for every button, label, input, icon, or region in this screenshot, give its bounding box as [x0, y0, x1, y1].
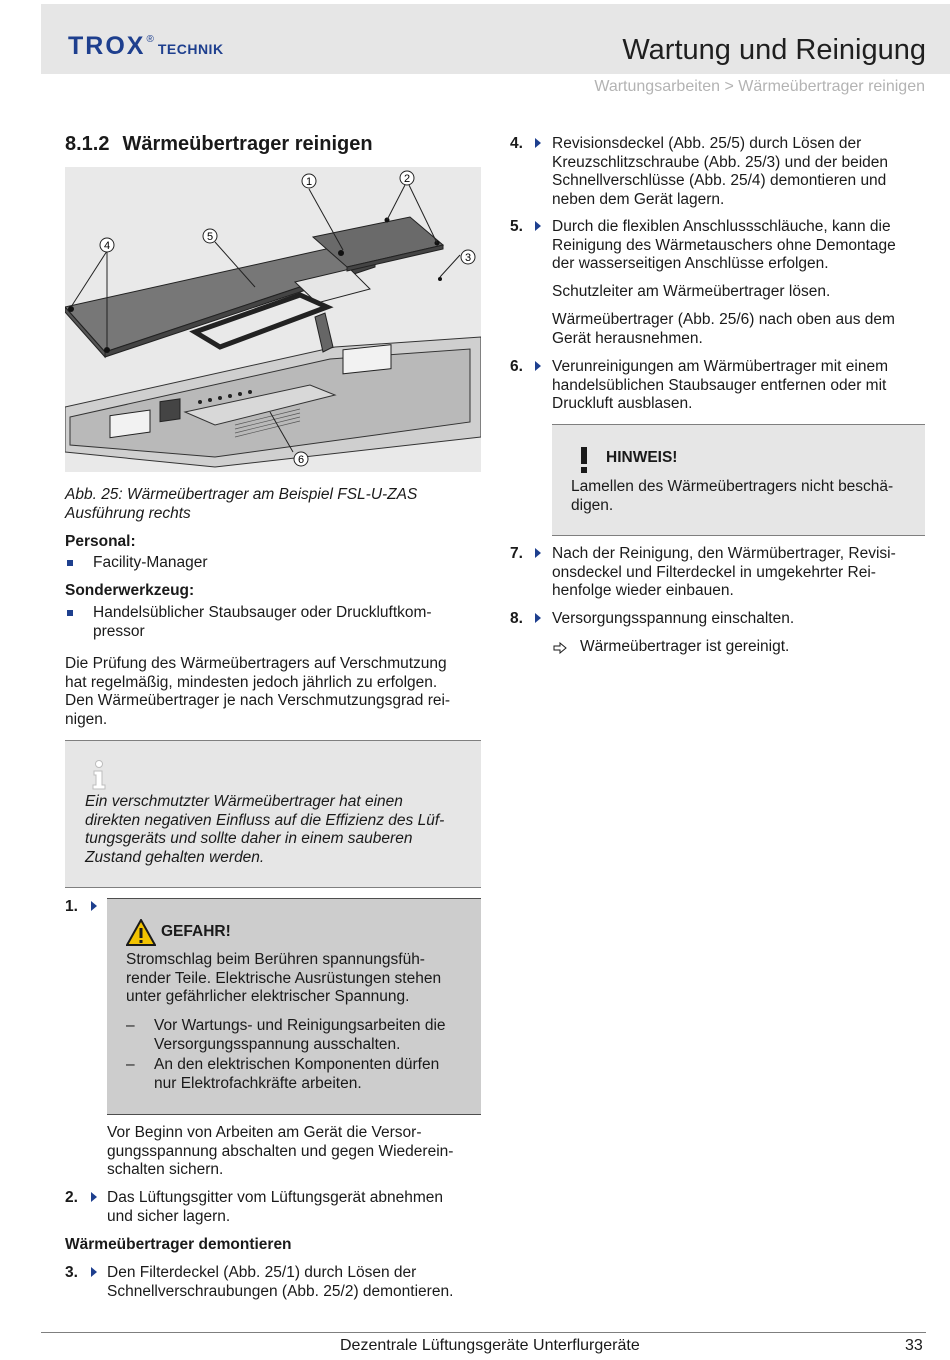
info-icon	[89, 760, 109, 790]
trox-logo	[68, 32, 224, 58]
tools-item-line: pressor	[93, 622, 145, 640]
step-line: Verunreinigungen am Wärmübertrager mit einem	[552, 358, 888, 375]
danger-dash: –	[126, 1056, 135, 1073]
footer-divider	[41, 1332, 926, 1333]
step-8-number: 8.	[510, 610, 523, 627]
step-7-number: 7.	[510, 545, 523, 562]
tools-label: Sonderwerkzeug:	[65, 582, 195, 599]
step-line: und sicher lagern.	[107, 1207, 231, 1225]
intro-line: nigen.	[65, 710, 108, 728]
step-line: handelsüblichen Staubsauger entfernen oder mit	[552, 376, 887, 394]
callout-2	[400, 171, 414, 185]
warning-triangle-icon	[126, 919, 156, 946]
notice-label: HINWEIS!	[606, 449, 678, 466]
step-6-number: 6.	[510, 358, 523, 375]
svg-text:6: 6	[297, 454, 305, 466]
step-5-number: 5.	[510, 218, 523, 235]
logo-subtitle: TECHNIK	[157, 41, 224, 57]
personal-item: Facility-Manager	[93, 554, 208, 571]
step-4-text	[552, 135, 888, 209]
info-text	[85, 793, 444, 867]
danger-item	[154, 1017, 446, 1054]
step-line: henfolge wieder einbauen.	[552, 582, 734, 599]
danger-box	[107, 898, 481, 1115]
bullet-icon	[67, 560, 73, 566]
step-line: schalten sichern.	[107, 1161, 224, 1178]
step-line: Wärmeübertrager (Abb. 25/6) nach oben aus dem	[552, 311, 895, 328]
danger-line: unter gefährlicher elektrischer Spannung.	[126, 988, 410, 1005]
step-4-number: 4.	[510, 135, 523, 152]
svg-text:4: 4	[103, 240, 111, 252]
section-heading	[65, 133, 373, 156]
step-line: Durch die flexiblen Anschlussschläuche, kann die	[552, 218, 891, 235]
logo-word: TROX	[68, 32, 146, 60]
svg-text:5: 5	[206, 231, 214, 243]
step-5-extra-2	[552, 311, 895, 348]
step-arrow-icon	[91, 901, 97, 911]
notice-line: Lamellen des Wärmeübertragers nicht beschä-	[571, 478, 894, 495]
intro-line: Die Prüfung des Wärmeübertragers auf Verschmutzung	[65, 655, 447, 672]
danger-item-line: An den elektrischen Komponenten dürfen	[154, 1056, 440, 1073]
result-arrow-icon	[553, 642, 567, 654]
svg-text:1: 1	[305, 176, 313, 188]
callout-3	[461, 250, 475, 264]
section-number: 8.1.2	[65, 133, 110, 155]
step-1-number: 1.	[65, 898, 78, 915]
notice-line: digen.	[571, 496, 614, 514]
step-line: Das Lüftungsgitter vom Lüftungsgerät abnehmen	[107, 1189, 444, 1206]
svg-text:2: 2	[403, 173, 411, 185]
exclamation-icon	[580, 447, 588, 473]
tools-item-line: Handelsüblicher Staubsauger oder Druckluftkom-	[93, 604, 432, 621]
step-arrow-icon	[535, 613, 541, 623]
step-2-text	[107, 1189, 443, 1226]
intro-line: Den Wärmeübertrager je nach Verschmutzungsgrad rei-	[65, 692, 451, 709]
step-line: Druckluft ausblasen.	[552, 395, 693, 412]
result-text: Wärmeübertrager ist gereinigt.	[580, 638, 790, 655]
step-arrow-icon	[91, 1192, 97, 1202]
danger-dash: –	[126, 1017, 135, 1034]
step-line: der wasserseitigen Anschlüsse erfolgen.	[552, 255, 829, 272]
step-line: Gerät herausnehmen.	[552, 329, 703, 347]
step-1-text	[107, 1124, 453, 1180]
step-line: Kreuzschlitzschraube (Abb. 25/3) und der beiden	[552, 153, 889, 171]
danger-line: render Teile. Elektrische Ausrüstungen stehen	[126, 969, 442, 987]
danger-item-line: Vor Wartungs- und Reinigungsarbeiten die	[154, 1017, 446, 1034]
info-line: tungsgeräts und sollte daher in einem sauberen	[85, 830, 413, 847]
figure-caption	[65, 486, 417, 523]
chapter-title: Wartung und Reinigung	[622, 34, 926, 66]
intro-line: hat regelmäßig, mindesten jedoch jährlich zu erfolgen.	[65, 673, 438, 691]
logo-registered-mark: ®	[146, 34, 154, 45]
device-illustration	[65, 167, 481, 472]
step-5-extra-1: Schutzleiter am Wärmeübertrager lösen.	[552, 283, 831, 300]
callout-5	[203, 229, 217, 243]
danger-item	[154, 1056, 439, 1093]
callout-1	[302, 174, 316, 188]
callout-4	[100, 238, 114, 252]
step-arrow-icon	[535, 548, 541, 558]
danger-item-line: Versorgungsspannung ausschalten.	[154, 1035, 401, 1053]
info-line: Zustand gehalten werden.	[85, 848, 265, 866]
intro-paragraph	[65, 655, 450, 729]
danger-item-line: nur Elektrofachkräfte arbeiten.	[154, 1074, 362, 1092]
step-line: Schnellverschlüsse (Abb. 25/4) demontieren und	[552, 172, 887, 189]
step-line: gungsspannung abschalten und gegen Wiederein-	[107, 1142, 454, 1160]
step-line: Vor Beginn von Arbeiten am Gerät die Versor-	[107, 1124, 422, 1141]
info-box	[65, 740, 481, 888]
step-arrow-icon	[535, 221, 541, 231]
danger-text	[126, 951, 441, 1007]
caption-line: Abb. 25: Wärmeübertrager am Beispiel FSL-U-ZAS	[65, 486, 418, 503]
step-arrow-icon	[91, 1267, 97, 1277]
step-7-text	[552, 545, 896, 601]
subheading-dismount: Wärmeübertrager demontieren	[65, 1236, 292, 1253]
step-line: Den Filterdeckel (Abb. 25/1) durch Lösen der	[107, 1264, 417, 1281]
step-line: onsdeckel und Filterdeckel in umgekehrter Rei-	[552, 563, 876, 581]
callout-6	[294, 452, 308, 466]
notice-box	[552, 424, 925, 536]
heat-exchanger-figure	[65, 167, 481, 472]
step-line: neben dem Gerät lagern.	[552, 190, 725, 208]
info-line: Ein verschmutzter Wärmeübertrager hat einen	[85, 793, 403, 810]
step-arrow-icon	[535, 138, 541, 148]
notice-text	[571, 478, 893, 515]
personal-label: Personal:	[65, 533, 136, 550]
step-6-text	[552, 358, 888, 414]
info-line: direkten negativen Einfluss auf die Effizienz des Lüf-	[85, 811, 445, 829]
section-title: Wärmeübertrager reinigen	[122, 133, 373, 155]
page-header	[41, 4, 950, 74]
bullet-icon	[67, 610, 73, 616]
footer-title: Dezentrale Lüftungsgeräte Unterflurgeräte	[340, 1337, 640, 1354]
caption-line: Ausführung rechts	[65, 504, 191, 522]
page-number: 33	[905, 1337, 923, 1354]
breadcrumb: Wartungsarbeiten > Wärmeübertrager reinigen	[594, 78, 925, 95]
step-2-number: 2.	[65, 1189, 78, 1206]
step-3-text	[107, 1264, 453, 1301]
step-arrow-icon	[535, 361, 541, 371]
danger-label: GEFAHR!	[161, 923, 231, 940]
step-5-text	[552, 218, 896, 274]
step-line: Revisionsdeckel (Abb. 25/5) durch Lösen der	[552, 135, 862, 152]
danger-line: Stromschlag beim Berühren spannungsfüh-	[126, 951, 425, 968]
svg-text:3: 3	[464, 252, 472, 264]
step-line: Nach der Reinigung, den Wärmübertrager, Revisi-	[552, 545, 896, 562]
tools-item	[93, 604, 432, 641]
step-3-number: 3.	[65, 1264, 78, 1281]
step-8-text: Versorgungsspannung einschalten.	[552, 610, 795, 627]
step-line: Reinigung des Wärmetauschers ohne Demontage	[552, 236, 896, 254]
step-line: Schnellverschraubungen (Abb. 25/2) demontieren.	[107, 1282, 454, 1300]
